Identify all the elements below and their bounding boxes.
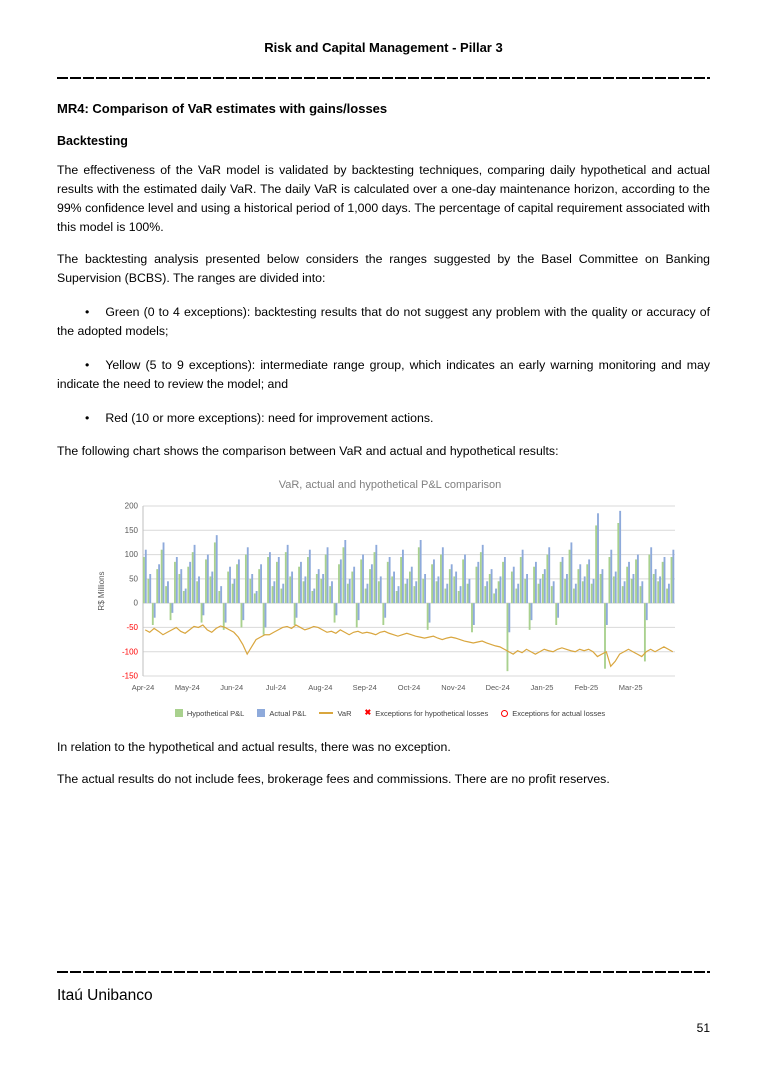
svg-text:100: 100 [124, 549, 138, 559]
svg-text:Jun-24: Jun-24 [220, 682, 244, 692]
footer-rule [57, 971, 710, 973]
svg-text:50: 50 [129, 574, 138, 584]
red-x-icon [365, 709, 372, 717]
svg-text:-150: -150 [121, 671, 138, 681]
svg-text:200: 200 [124, 501, 138, 511]
bullet-icon: • [85, 411, 90, 426]
svg-text:150: 150 [124, 525, 138, 535]
legend-label: VaR [337, 708, 352, 718]
bullet-icon: • [85, 305, 90, 320]
bullet-icon: • [85, 358, 90, 373]
svg-text:Sep-24: Sep-24 [352, 682, 377, 692]
list-item-text: Yellow (5 to 9 exceptions): intermediate range group, which indicates an early warning monitoring and may indicate the need to review the model; and [57, 358, 710, 392]
list-item [57, 356, 710, 394]
chart-plot-area [95, 496, 685, 701]
list-item [57, 409, 710, 428]
header-rule [57, 77, 710, 79]
svg-text:Oct-24: Oct-24 [397, 682, 421, 692]
list-item [57, 303, 710, 341]
paragraph: The backtesting analysis presented below considers the ranges suggested by the Basel Committee on Banking Supervision (BCBS). The ranges are divided into: [57, 252, 710, 286]
legend-item-hypothetical-pnl [175, 709, 245, 718]
blue-square-icon [257, 709, 265, 717]
paragraph: In relation to the hypothetical and actual results, there was no exception. [57, 739, 451, 754]
paragraph: The following chart shows the comparison between VaR and actual and hypothetical results: [57, 443, 559, 458]
page-content [57, 101, 710, 789]
page-number: 51 [696, 1021, 710, 1035]
legend-label: Exceptions for actual losses [512, 708, 606, 718]
red-circle-icon [501, 710, 508, 717]
svg-text:Jul-24: Jul-24 [265, 682, 287, 692]
chart-title: VaR, actual and hypothetical P&L comparison [278, 478, 502, 491]
svg-text:May-24: May-24 [174, 682, 200, 692]
svg-text:R$ Millions: R$ Millions [97, 571, 106, 611]
orange-line-icon [319, 712, 333, 714]
svg-text:Nov-24: Nov-24 [441, 682, 466, 692]
svg-text:Mar-25: Mar-25 [618, 682, 643, 692]
legend-label: Exceptions for hypothetical losses [375, 708, 489, 718]
legend-item-exceptions-actual [501, 709, 605, 718]
legend-item-var [319, 709, 351, 718]
svg-text:-100: -100 [121, 646, 138, 656]
svg-text:0: 0 [133, 598, 138, 608]
var-pnl-chart [95, 479, 685, 718]
subsection-title: Backtesting [57, 134, 128, 148]
svg-text:Aug-24: Aug-24 [308, 682, 333, 692]
svg-text:Dec-24: Dec-24 [485, 682, 510, 692]
legend-item-exceptions-hypothetical [365, 709, 489, 718]
legend-item-actual-pnl [257, 709, 306, 718]
legend-label: Hypothetical P&L [186, 708, 245, 718]
svg-text:Apr-24: Apr-24 [131, 682, 155, 692]
paragraph: The actual results do not include fees, brokerage fees and commissions. There are no profit reserves. [57, 771, 610, 786]
legend-label: Actual P&L [269, 708, 307, 718]
svg-text:-50: -50 [126, 622, 138, 632]
brand-name: Itaú Unibanco [57, 987, 153, 1004]
green-square-icon [175, 709, 183, 717]
chart-legend [95, 709, 685, 718]
section-title: MR4: Comparison of VaR estimates with gains/losses [57, 101, 388, 116]
svg-text:Jan-25: Jan-25 [530, 682, 554, 692]
list-item-text: Green (0 to 4 exceptions): backtesting results that do not suggest any problem with the quality or accuracy of the adopted models; [57, 305, 710, 339]
page-title: Risk and Capital Management - Pillar 3 [264, 40, 503, 55]
list-item-text: Red (10 or more exceptions): need for improvement actions. [105, 411, 434, 426]
page-footer [57, 971, 710, 1035]
paragraph: The effectiveness of the VaR model is validated by backtesting techniques, comparing daily hypothetical and actual results with the estimated daily VaR. The daily VaR is calculated over a one-day maintenance horizon, according to the 99% confidence level and using a historical period of 1,000 days. The percentage of capital requirement associated with this model is 100%. [57, 163, 710, 235]
svg-text:Feb-25: Feb-25 [574, 682, 599, 692]
